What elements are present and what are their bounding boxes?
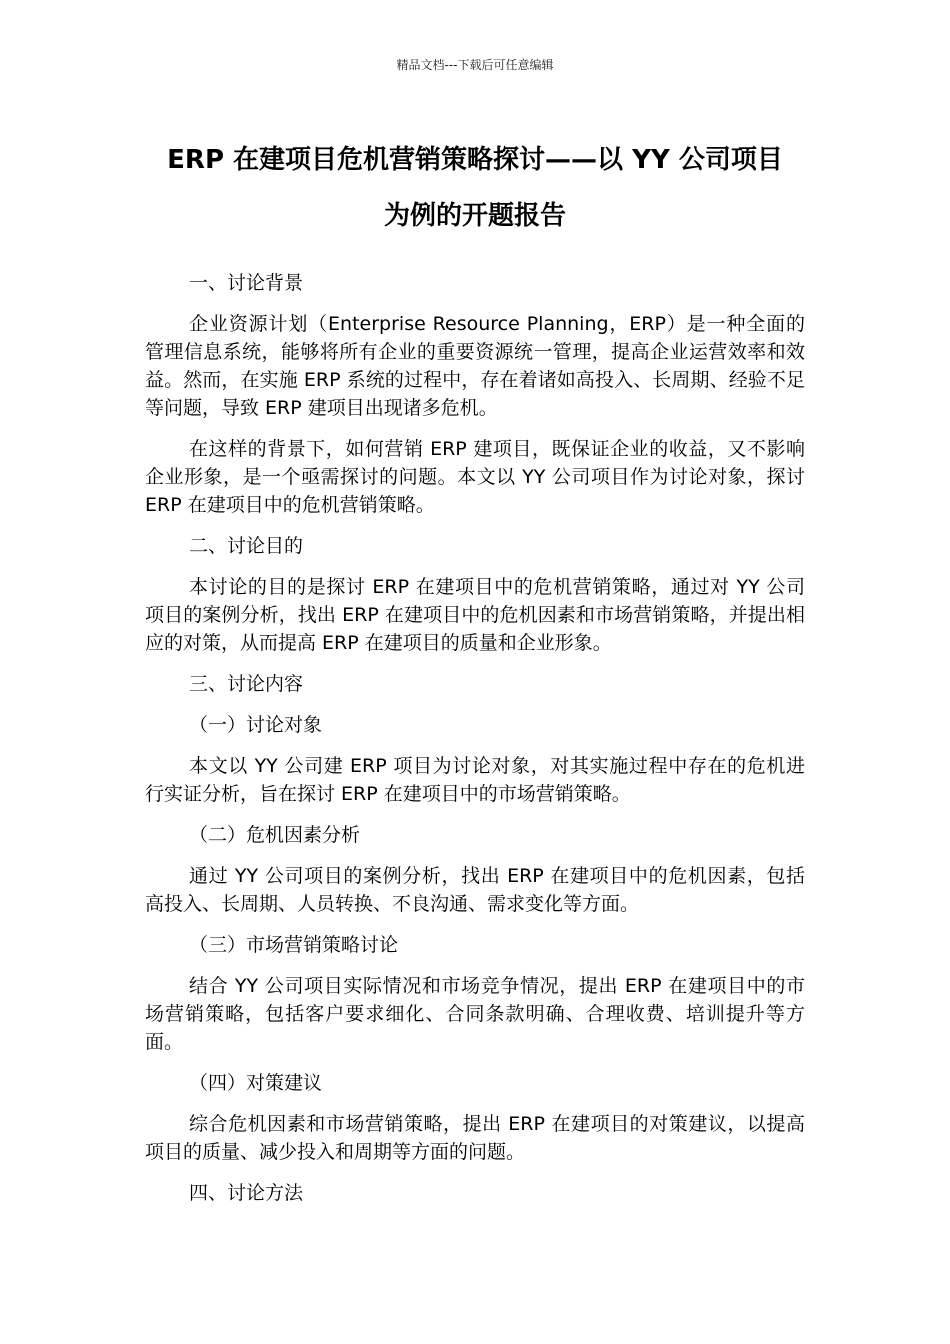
section-heading-content: 三、讨论内容 — [189, 673, 304, 695]
subheading-marketing-strategy: （三）市场营销策略讨论 — [189, 934, 399, 956]
paragraph-marketing-strategy: 结合 YY 公司项目实际情况和市场竞争情况，提出 ERP 在建项目中的市场营销策略，包括客户要求细化、合同条款明确、合理收费、培训提升等方面。 — [145, 975, 805, 1053]
paragraph-subject: 本文以 YY 公司建 ERP 项目为讨论对象，对其实施过程中存在的危机进行实证分析，旨在探讨 ERP 在建项目中的市场营销策略。 — [145, 755, 805, 805]
subheading-recommendations: （四）对策建议 — [189, 1072, 323, 1094]
subheading-crisis-factors: （二）危机因素分析 — [189, 824, 361, 846]
title-line-2: 为例的开题报告 — [383, 201, 566, 231]
paragraph-crisis-factors: 通过 YY 公司项目的案例分析，找出 ERP 在建项目中的危机因素，包括高投入、长周期、人员转换、不良沟通、需求变化等方面。 — [145, 865, 805, 915]
paragraph-background-2: 在这样的背景下，如何营销 ERP 建项目，既保证企业的收益，又不影响企业形象，是一个亟需探讨的问题。本文以 YY 公司项目作为讨论对象，探讨 ERP 在建项目中的危机营销策略。 — [145, 438, 805, 516]
section-heading-background: 一、讨论背景 — [189, 272, 304, 294]
subheading-subject: （一）讨论对象 — [189, 714, 323, 736]
header-note: 精品文档---下载后可任意编辑 — [396, 58, 554, 72]
title-line-1: ERP 在建项目危机营销策略探讨——以 YY 公司项目 — [167, 145, 783, 175]
section-heading-method: 四、讨论方法 — [189, 1182, 304, 1204]
paragraph-purpose: 本讨论的目的是探讨 ERP 在建项目中的危机营销策略，通过对 YY 公司项目的案例分析，找出 ERP 在建项目中的危机因素和市场营销策略，并提出相应的对策，从而提高 ERP 在建项目的质量和企业形象。 — [145, 576, 805, 654]
document-title — [140, 132, 810, 244]
paragraph-recommendations: 综合危机因素和市场营销策略，提出 ERP 在建项目的对策建议，以提高项目的质量、减少投入和周期等方面的问题。 — [145, 1113, 805, 1163]
document-body — [145, 269, 805, 1220]
section-heading-purpose: 二、讨论目的 — [189, 535, 304, 557]
paragraph-background-1: 企业资源计划（Enterprise Resource Planning，ERP）是一种全面的管理信息系统，能够将所有企业的重要资源统一管理，提高企业运营效率和效益。然而，在实施 ERP 系统的过程中，存在着诸如高投入、长周期、经验不足等问题，导致 ERP 建项目出现诸多危机。 — [145, 313, 805, 419]
